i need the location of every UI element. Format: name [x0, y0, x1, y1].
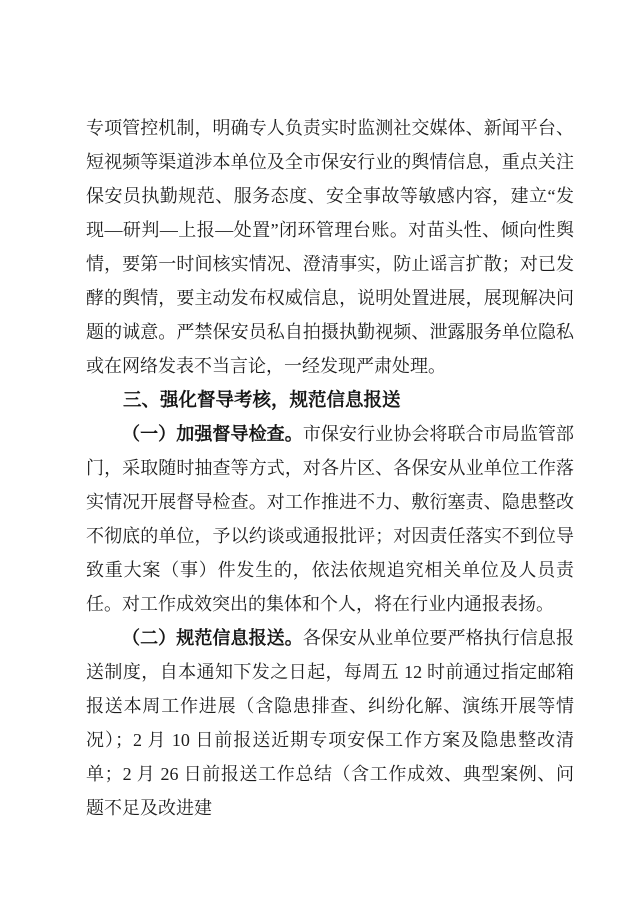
- paragraph-body-information-reporting: 各保安从业单位要严格执行信息报送制度，自本通知下发之日起，每周五 12 时前通过指定邮箱报送本周工作进展（含隐患排查、纠纷化解、演练开展等情况）；2 月 10 日前报送近期专项安保工作方案及隐患整改清单；2 月 26 日前报送工作总结（含工作成效、典型案例、问题不足及改进建: [86, 628, 575, 818]
- section-heading-supervision-assessment: 三、强化督导考核，规范信息报送: [123, 389, 401, 410]
- paragraph-lead-information-reporting: （二）规范信息报送。: [122, 628, 303, 648]
- paragraph-body-supervision-inspection: 市保安行业协会将联合市局监管部门，采取随时抽查等方式，对各片区、各保安从业单位工作落实情况开展督导检查。对工作推进不力、敷衍塞责、隐患整改不彻底的单位，予以约谈或通报批评；对因责任落实不到位导致重大案（事）件发生的，依法依规追究相关单位及人员责任。对工作成效突出的集体和个人，将在行业内通报表扬。: [86, 424, 575, 614]
- paragraph-lead-supervision-inspection: （一）加强督导检查。: [122, 424, 303, 444]
- paragraph-information-reporting: [86, 621, 574, 825]
- paragraph-supervision-inspection: [86, 417, 574, 621]
- paragraph-public-opinion-control: 专项管控机制，明确专人负责实时监测社交媒体、新闻平台、短视频等渠道涉本单位及全市保安行业的舆情信息，重点关注保安员执勤规范、服务态度、安全事故等敏感内容，建立“发现—研判—上报—处置”闭环管理台账。对苗头性、倾向性舆情，要第一时间核实情况、澄清事实，防止谣言扩散；对已发酵的舆情，要主动发布权威信息，说明处置进展，展现解决问题的诚意。严禁保安员私自拍摄执勤视频、泄露服务单位隐私或在网络发表不当言论，一经发现严肃处理。: [86, 118, 574, 376]
